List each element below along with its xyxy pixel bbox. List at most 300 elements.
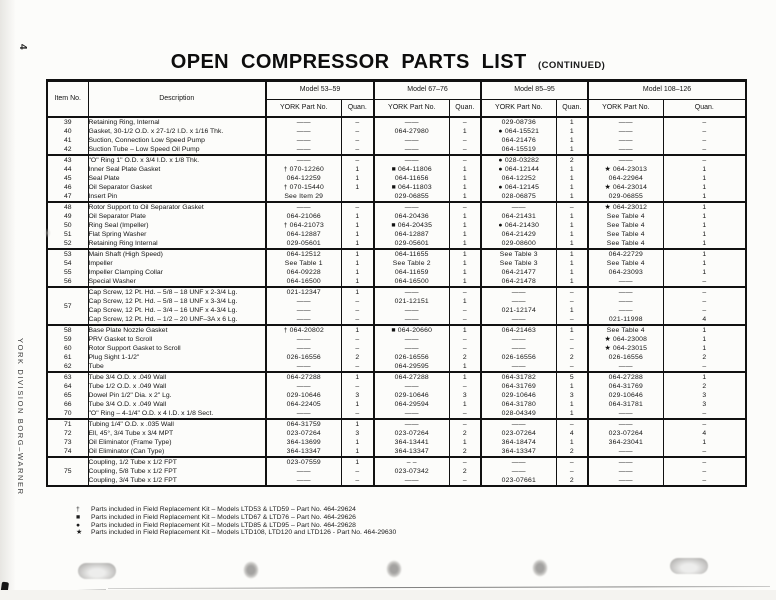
table-row bbox=[47, 183, 746, 192]
quan-cell: – bbox=[663, 127, 746, 136]
part-no-cell: 064-16500 bbox=[374, 277, 449, 287]
part-no-cell: 029-05601 bbox=[374, 239, 449, 249]
header-item-no: Item No. bbox=[47, 81, 88, 118]
quan-cell: 1 bbox=[341, 447, 374, 457]
quan-cell: 1 bbox=[556, 249, 588, 259]
quan-cell: – bbox=[341, 344, 374, 353]
description-cell: "O" Ring 1" O.D. x 3/4 I.D. x 1/8 Thk. bbox=[88, 155, 266, 165]
description-cell: Retaining Ring, Internal bbox=[88, 117, 266, 127]
quan-cell: – bbox=[341, 409, 374, 419]
quan-cell: 1 bbox=[449, 268, 481, 277]
part-no-cell: 064-12887 bbox=[374, 230, 449, 239]
quan-cell: 1 bbox=[341, 239, 374, 249]
description-cell: Coupling, 3/4 Tube x 1/2 FPT bbox=[88, 477, 177, 484]
part-no-cell: 064-12887 bbox=[266, 230, 341, 239]
item-no-cell: 46 bbox=[47, 183, 88, 192]
part-no-cell: —— bbox=[266, 335, 341, 344]
part-no-cell: —— bbox=[588, 145, 663, 155]
item-no-cell: 56 bbox=[47, 277, 88, 287]
part-no-cell: 364-23041 bbox=[588, 438, 663, 447]
part-no-cell: ● 028-03282 bbox=[481, 155, 556, 165]
part-no-cell: ★ 064-23008 bbox=[588, 335, 663, 344]
part-no-cell: 064-11655 bbox=[374, 249, 449, 259]
item-no-cell: 57 bbox=[47, 287, 88, 325]
quan-cell: 1 bbox=[556, 325, 588, 335]
part-no-cell: See Table 4 bbox=[588, 230, 663, 239]
description-cell: Rotor Support to Oil Separator Gasket bbox=[88, 202, 266, 212]
quan-cell: – bbox=[663, 409, 746, 419]
part-no-cell: —— bbox=[481, 467, 556, 476]
part-no-cell: —— bbox=[266, 202, 341, 212]
part-no-cell: —— bbox=[481, 202, 556, 212]
part-no-cell: 064-31769 bbox=[588, 382, 663, 391]
quan-cell: – bbox=[449, 202, 481, 212]
quan-cell: 1 bbox=[449, 174, 481, 183]
table-row bbox=[47, 372, 746, 382]
part-no-cell: —— bbox=[481, 362, 556, 372]
quan-cell: – bbox=[449, 315, 481, 325]
part-no-cell: 064-22964 bbox=[588, 174, 663, 183]
part-no-cell: 064-27980 bbox=[374, 127, 449, 136]
part-no-cell: 064-31780 bbox=[481, 400, 556, 409]
footnote bbox=[76, 514, 396, 522]
punch-hole-shadow bbox=[670, 558, 708, 574]
part-no-cell: 023-07264 bbox=[374, 429, 449, 438]
quan-cell: 1 bbox=[449, 192, 481, 202]
part-no-cell: —— bbox=[266, 409, 341, 419]
part-no-cell: † 070-12260 bbox=[266, 165, 341, 174]
quan-cell: 1 bbox=[663, 239, 746, 249]
part-no-cell: ● 064-12145 bbox=[481, 183, 556, 192]
quan-cell: 1 bbox=[341, 165, 374, 174]
item-no-cell: 40 bbox=[47, 127, 88, 136]
footnote-symbol: ■ bbox=[76, 513, 81, 521]
header-model-67-76: Model 67–76 bbox=[374, 81, 481, 100]
part-no-cell: 023-07342 bbox=[374, 467, 449, 476]
part-no-cell: ● 064-12144 bbox=[481, 165, 556, 174]
item-no-cell: 75 bbox=[47, 457, 88, 486]
quan-cell: 1 bbox=[556, 382, 588, 391]
part-no-cell: 064-22405 bbox=[266, 400, 341, 409]
part-no-cell: —— bbox=[588, 297, 663, 306]
quan-cell: 2 bbox=[449, 353, 481, 362]
part-no-cell: —— bbox=[374, 409, 449, 419]
part-no-cell: 026-16556 bbox=[481, 353, 556, 362]
table-row bbox=[47, 419, 746, 429]
quan-cell: 2 bbox=[449, 447, 481, 457]
part-no-cell: 064-11656 bbox=[374, 174, 449, 183]
quan-cell: – bbox=[449, 344, 481, 353]
part-no-cell: —— bbox=[588, 457, 663, 467]
description-cell: PRV Gasket to Scroll bbox=[88, 336, 153, 343]
item-no-cell: 59 bbox=[47, 335, 88, 344]
part-no-cell: 064-12259 bbox=[266, 174, 341, 183]
quan-cell: – bbox=[663, 467, 746, 476]
part-no-cell: —— bbox=[266, 306, 341, 315]
quan-cell: – bbox=[449, 419, 481, 429]
item-no-cell: 52 bbox=[47, 239, 88, 249]
part-no-cell: See Table 2 bbox=[374, 259, 449, 268]
item-no-cell: 58 bbox=[47, 325, 88, 335]
quan-cell: 2 bbox=[449, 467, 481, 476]
description-cell: Insert Pin bbox=[88, 193, 118, 200]
quan-cell: 1 bbox=[449, 362, 481, 372]
part-no-cell: 064-09228 bbox=[266, 268, 341, 277]
part-no-cell: 029-10646 bbox=[588, 391, 663, 400]
quan-cell: 1 bbox=[663, 165, 746, 174]
part-no-cell: —— bbox=[374, 476, 449, 486]
header-model-53-59: Model 53–59 bbox=[266, 81, 374, 100]
quan-cell: 1 bbox=[341, 372, 374, 382]
quan-cell: 1 bbox=[663, 221, 746, 230]
description-cell: Inner Seal Plate Gasket bbox=[88, 166, 161, 173]
punch-hole-shadow bbox=[386, 560, 402, 578]
table-row bbox=[47, 400, 746, 409]
quan-cell: 1 bbox=[449, 183, 481, 192]
item-no-cell: 72 bbox=[47, 429, 88, 438]
quan-cell: 3 bbox=[663, 391, 746, 400]
item-no-cell: 63 bbox=[47, 372, 88, 382]
quan-cell: 1 bbox=[341, 183, 374, 192]
quan-cell: 2 bbox=[556, 155, 588, 165]
description-cell: Special Washer bbox=[88, 278, 136, 285]
punch-hole-shadow bbox=[532, 559, 548, 577]
quan-cell: – bbox=[556, 457, 588, 467]
part-no-cell: 023-07264 bbox=[481, 429, 556, 438]
part-no-cell: See Table 3 bbox=[481, 259, 556, 268]
part-no-cell: ■ 064-11806 bbox=[374, 165, 449, 174]
header-description: Description bbox=[159, 94, 195, 102]
description-cell: Tube 1/2 O.D. x .049 Wall bbox=[88, 383, 167, 390]
quan-cell: – bbox=[663, 457, 746, 467]
quan-cell: 2 bbox=[556, 447, 588, 457]
scan-smudge bbox=[44, 228, 51, 238]
quan-cell: – bbox=[449, 335, 481, 344]
quan-cell: 3 bbox=[663, 400, 746, 409]
part-no-cell: 064-16500 bbox=[266, 277, 341, 287]
quan-cell: 1 bbox=[663, 259, 746, 268]
quan-cell: 1 bbox=[449, 325, 481, 335]
quan-cell: – bbox=[341, 202, 374, 212]
quan-cell: 1 bbox=[556, 117, 588, 127]
quan-cell: – bbox=[341, 127, 374, 136]
table-row bbox=[47, 239, 746, 249]
part-no-cell: 064-31769 bbox=[481, 382, 556, 391]
description-cell: Tube 3/4 O.D. x .049 Wall bbox=[88, 372, 266, 382]
part-no-cell: See Table 1 bbox=[266, 259, 341, 268]
quan-cell: – bbox=[663, 136, 746, 145]
part-no-cell: —— bbox=[266, 297, 341, 306]
table-row bbox=[47, 221, 746, 230]
item-no-cell: 53 bbox=[47, 249, 88, 259]
page-left-edge-shading bbox=[0, 0, 16, 600]
part-no-cell: 026-16556 bbox=[588, 353, 663, 362]
part-no-cell: —— bbox=[374, 344, 449, 353]
table-row bbox=[47, 117, 746, 127]
part-no-cell: —— bbox=[374, 155, 449, 165]
part-no-cell: —— bbox=[481, 335, 556, 344]
part-no-cell: ● 064-15521 bbox=[481, 127, 556, 136]
quan-cell: 1 bbox=[449, 239, 481, 249]
footnote-text: Parts included in Field Replacement Kit – Models LTD85 & LTD95 – Part No. 464-29628 bbox=[91, 521, 356, 529]
quan-cell: – bbox=[663, 287, 746, 297]
quan-cell: 2 bbox=[556, 353, 588, 362]
quan-cell: 1 bbox=[663, 335, 746, 344]
page-title-suffix: (CONTINUED) bbox=[538, 60, 606, 71]
part-no-cell: —— bbox=[588, 306, 663, 315]
quan-cell: – bbox=[663, 476, 746, 486]
table-row bbox=[47, 344, 746, 353]
table-row bbox=[47, 165, 746, 174]
table-row bbox=[47, 438, 746, 447]
table-row bbox=[47, 362, 746, 372]
table-row bbox=[47, 136, 746, 145]
description-cell: Tube bbox=[88, 363, 104, 370]
header-model-85-95: Model 85–95 bbox=[481, 81, 588, 100]
description-cell: Impeller bbox=[88, 260, 113, 267]
part-no-cell: 023-07264 bbox=[266, 429, 341, 438]
quan-cell: – bbox=[663, 447, 746, 457]
quan-cell: 1 bbox=[341, 230, 374, 239]
table-row bbox=[47, 353, 746, 362]
part-no-cell: 029-06855 bbox=[588, 192, 663, 202]
description-cell: Oil Separator Plate bbox=[88, 213, 146, 220]
item-no-cell: 71 bbox=[47, 419, 88, 429]
table-row bbox=[47, 335, 746, 344]
part-no-cell: —— bbox=[266, 136, 341, 145]
item-no-cell: 73 bbox=[47, 438, 88, 447]
item-no-cell: 54 bbox=[47, 259, 88, 268]
footnote-text: Parts included in Field Replacement Kit – Models LTD108, LTD120 and LTD126 - Part No. 464-29630 bbox=[91, 529, 397, 537]
quan-cell: 3 bbox=[341, 391, 374, 400]
footnote bbox=[76, 506, 396, 514]
part-no-cell: See Table 4 bbox=[588, 325, 663, 335]
part-no-cell: —— bbox=[588, 476, 663, 486]
table-row bbox=[47, 325, 746, 335]
quan-cell: – bbox=[449, 145, 481, 155]
part-no-cell: 364-13347 bbox=[266, 447, 341, 457]
quan-cell: – bbox=[449, 136, 481, 145]
item-no-cell: 66 bbox=[47, 400, 88, 409]
part-no-cell: 064-11659 bbox=[374, 268, 449, 277]
quan-cell: 5 bbox=[556, 372, 588, 382]
quan-cell: – bbox=[341, 382, 374, 391]
item-no-cell: 42 bbox=[47, 145, 88, 155]
quan-cell: – bbox=[663, 117, 746, 127]
quan-cell: – bbox=[341, 136, 374, 145]
part-no-cell: —— bbox=[266, 145, 341, 155]
quan-cell: 4 bbox=[556, 429, 588, 438]
part-no-cell: 028-04349 bbox=[481, 409, 556, 419]
quan-cell: 1 bbox=[449, 438, 481, 447]
part-no-cell: 029-05601 bbox=[266, 239, 341, 249]
quan-cell: – bbox=[663, 155, 746, 165]
header-york-part-no: YORK Part No. bbox=[374, 100, 449, 118]
footnote bbox=[76, 529, 396, 537]
part-no-cell: 064-29595 bbox=[374, 362, 449, 372]
part-no-cell: 364-18474 bbox=[481, 438, 556, 447]
quan-cell: 1 bbox=[556, 259, 588, 268]
quan-cell: – bbox=[449, 117, 481, 127]
quan-cell: 1 bbox=[556, 438, 588, 447]
description-cell: Cap Screw, 12 Pt. Hd. – 5/8 – 18 UNF x 3-3/4 Lg. bbox=[88, 298, 238, 305]
part-no-cell: 026-16556 bbox=[374, 353, 449, 362]
part-no-cell: —— bbox=[266, 344, 341, 353]
item-no-cell: 65 bbox=[47, 391, 88, 400]
quan-cell: – bbox=[449, 457, 481, 467]
table-row bbox=[47, 467, 746, 476]
quan-cell: 1 bbox=[341, 174, 374, 183]
item-no-cell: 64 bbox=[47, 382, 88, 391]
table-row bbox=[47, 155, 746, 165]
item-no-cell: 50 bbox=[47, 221, 88, 230]
part-no-cell: 029-06855 bbox=[374, 192, 449, 202]
quan-cell: 1 bbox=[341, 438, 374, 447]
part-no-cell: 064-23093 bbox=[588, 268, 663, 277]
part-no-cell: 064-31781 bbox=[588, 400, 663, 409]
quan-cell: 1 bbox=[556, 127, 588, 136]
description-cell: Rotor Support Gasket to Scroll bbox=[88, 345, 181, 352]
quan-cell: – bbox=[449, 287, 481, 297]
quan-cell: 1 bbox=[663, 174, 746, 183]
quan-cell: – bbox=[449, 476, 481, 486]
part-no-cell: 021-12174 bbox=[481, 306, 556, 315]
quan-cell bbox=[341, 192, 374, 202]
part-no-cell: See Item 29 bbox=[266, 192, 341, 202]
description-cell: "O" Ring – 4-1/4" O.D. x 4 I.D. x 1/8 Sect. bbox=[88, 410, 214, 417]
table-row bbox=[47, 277, 746, 287]
table-row bbox=[47, 259, 746, 268]
part-no-cell: —— bbox=[374, 382, 449, 391]
part-no-cell: 023-07661 bbox=[481, 476, 556, 486]
description-cell: Impeller Clamping Collar bbox=[88, 269, 163, 276]
table-row bbox=[47, 315, 746, 325]
item-no-cell: 62 bbox=[47, 362, 88, 372]
description-cell: Oil Eliminator (Frame Type) bbox=[88, 439, 172, 446]
quan-cell: – bbox=[556, 287, 588, 297]
part-no-cell: See Table 4 bbox=[588, 239, 663, 249]
quan-cell: 1 bbox=[556, 306, 588, 315]
part-no-cell: ★ 064-23012 bbox=[588, 202, 663, 212]
part-no-cell: ■ 064-20435 bbox=[374, 221, 449, 230]
part-no-cell: —— bbox=[481, 457, 556, 467]
part-no-cell: 364-13699 bbox=[266, 438, 341, 447]
description-cell: Flat Spring Washer bbox=[88, 231, 147, 238]
quan-cell: 1 bbox=[663, 268, 746, 277]
header-quan: Quan. bbox=[449, 100, 481, 118]
quan-cell: – bbox=[341, 467, 374, 476]
quan-cell: – bbox=[341, 306, 374, 315]
part-no-cell: —— bbox=[588, 467, 663, 476]
table-row bbox=[47, 174, 746, 183]
description-cell: Oil Eliminator (Can Type) bbox=[88, 448, 165, 455]
item-no-cell: 61 bbox=[47, 353, 88, 362]
part-no-cell: —— bbox=[374, 136, 449, 145]
table-row bbox=[47, 212, 746, 221]
part-no-cell: 364-13347 bbox=[481, 447, 556, 457]
part-no-cell: 064-15519 bbox=[481, 145, 556, 155]
part-no-cell: —— bbox=[481, 344, 556, 353]
part-no-cell: —— bbox=[374, 287, 449, 297]
header-york-part-no: YORK Part No. bbox=[588, 100, 663, 118]
part-no-cell: —— bbox=[481, 419, 556, 429]
part-no-cell: See Table 4 bbox=[588, 259, 663, 268]
quan-cell: 1 bbox=[663, 202, 746, 212]
quan-cell: 2 bbox=[663, 382, 746, 391]
quan-cell: 1 bbox=[663, 372, 746, 382]
table-row bbox=[47, 192, 746, 202]
part-no-cell: † 064-20802 bbox=[266, 325, 341, 335]
part-no-cell: —— bbox=[374, 306, 449, 315]
footnote-text: Parts included in Field Replacement Kit – Models LTD53 & LTD59 – Part No. 464-29624 bbox=[91, 506, 356, 513]
table-row bbox=[47, 145, 746, 155]
part-no-cell: 064-21431 bbox=[481, 212, 556, 221]
quan-cell: – bbox=[663, 306, 746, 315]
page-number: 4 bbox=[17, 44, 28, 50]
page-title bbox=[0, 51, 776, 74]
quan-cell: 2 bbox=[663, 353, 746, 362]
quan-cell: 1 bbox=[556, 221, 588, 230]
quan-cell: 1 bbox=[663, 344, 746, 353]
quan-cell: 3 bbox=[556, 391, 588, 400]
page-crease-line bbox=[108, 586, 770, 589]
header-model-108-126: Model 108–126 bbox=[588, 81, 746, 100]
table-row bbox=[47, 297, 746, 306]
parts-table bbox=[46, 79, 747, 487]
part-no-cell: ★ 064-23013 bbox=[588, 165, 663, 174]
quan-cell: 1 bbox=[341, 457, 374, 467]
part-no-cell: —— bbox=[588, 409, 663, 419]
description-cell: Seal Plate bbox=[88, 175, 120, 182]
quan-cell: – bbox=[556, 202, 588, 212]
footnotes bbox=[76, 506, 396, 537]
punch-hole-shadow bbox=[243, 561, 259, 579]
description-cell: Main Shaft (High Speed) bbox=[88, 249, 266, 259]
item-no-cell: 49 bbox=[47, 212, 88, 221]
quan-cell: 1 bbox=[449, 165, 481, 174]
quan-cell: 1 bbox=[449, 259, 481, 268]
quan-cell: 1 bbox=[341, 419, 374, 429]
quan-cell: 1 bbox=[449, 221, 481, 230]
part-no-cell: 029-10646 bbox=[266, 391, 341, 400]
description-cell: Gasket, 30-1/2 O.D. x 27-1/2 I.D. x 1/16 Thk. bbox=[88, 128, 224, 135]
part-no-cell: —— bbox=[481, 287, 556, 297]
quan-cell: 1 bbox=[341, 249, 374, 259]
part-no-cell: 064-21478 bbox=[481, 277, 556, 287]
quan-cell: 1 bbox=[341, 221, 374, 230]
quan-cell: 1 bbox=[341, 277, 374, 287]
part-no-cell: – – bbox=[374, 457, 449, 467]
part-no-cell: —— bbox=[374, 145, 449, 155]
spine-text: YORK DIVISION BORG–WARNER bbox=[16, 338, 25, 496]
description-cell: Coupling, 1/2 Tube x 1/2 FPT bbox=[88, 457, 266, 467]
quan-cell: 1 bbox=[449, 277, 481, 287]
part-no-cell: —— bbox=[588, 277, 663, 287]
table-header bbox=[47, 81, 746, 118]
quan-cell: 1 bbox=[556, 212, 588, 221]
item-no-cell: 45 bbox=[47, 174, 88, 183]
quan-cell: – bbox=[341, 362, 374, 372]
quan-cell: – bbox=[449, 155, 481, 165]
table-row bbox=[47, 429, 746, 438]
part-no-cell: —— bbox=[374, 202, 449, 212]
part-no-cell: ★ 064-23014 bbox=[588, 183, 663, 192]
item-no-cell: 70 bbox=[47, 409, 88, 419]
table-row bbox=[47, 230, 746, 239]
part-no-cell: 364-13347 bbox=[374, 447, 449, 457]
table-row bbox=[47, 249, 746, 259]
quan-cell: 1 bbox=[663, 230, 746, 239]
